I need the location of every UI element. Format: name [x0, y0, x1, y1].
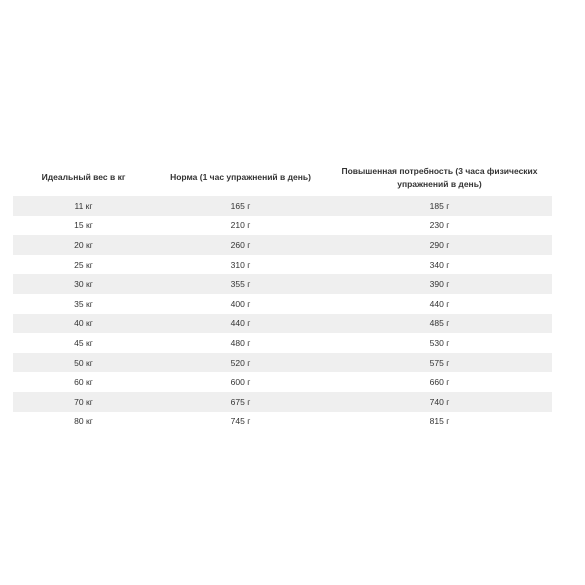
- table-row: [13, 274, 552, 294]
- header-norm: Норма (1 час упражнений в день): [170, 172, 311, 182]
- cell-increased-need: 185 г: [327, 196, 552, 216]
- cell-ideal-weight: 40 кг: [13, 314, 154, 334]
- cell-ideal-weight: 50 кг: [13, 353, 154, 373]
- table-header: [13, 159, 552, 196]
- table-row: [13, 294, 552, 314]
- feeding-table-container: [13, 159, 552, 431]
- header-row: [13, 159, 552, 196]
- cell-increased-need: 660 г: [327, 372, 552, 392]
- table-row: [13, 372, 552, 392]
- cell-ideal-weight: 20 кг: [13, 235, 154, 255]
- table-row: [13, 392, 552, 412]
- table-body: [13, 196, 552, 431]
- cell-norm: 520 г: [154, 353, 327, 373]
- cell-increased-need: 485 г: [327, 314, 552, 334]
- cell-norm: 355 г: [154, 274, 327, 294]
- cell-norm: 745 г: [154, 412, 327, 432]
- header-increased-need: Повышенная потребность (3 часа физических упражнений в день): [341, 165, 538, 189]
- cell-norm: 210 г: [154, 216, 327, 236]
- cell-increased-need: 390 г: [327, 274, 552, 294]
- cell-norm: 400 г: [154, 294, 327, 314]
- cell-norm: 600 г: [154, 372, 327, 392]
- table-row: [13, 216, 552, 236]
- cell-ideal-weight: 25 кг: [13, 255, 154, 275]
- cell-ideal-weight: 11 кг: [13, 196, 154, 216]
- cell-ideal-weight: 30 кг: [13, 274, 154, 294]
- cell-norm: 440 г: [154, 314, 327, 334]
- cell-norm: 165 г: [154, 196, 327, 216]
- feeding-table: [13, 159, 552, 431]
- table-row: [13, 353, 552, 373]
- cell-norm: 675 г: [154, 392, 327, 412]
- cell-norm: 260 г: [154, 235, 327, 255]
- cell-increased-need: 530 г: [327, 333, 552, 353]
- header-ideal-weight: Идеальный вес в кг: [41, 172, 126, 182]
- cell-norm: 480 г: [154, 333, 327, 353]
- cell-increased-need: 575 г: [327, 353, 552, 373]
- table-row: [13, 412, 552, 432]
- cell-ideal-weight: 60 кг: [13, 372, 154, 392]
- cell-norm: 310 г: [154, 255, 327, 275]
- table-row: [13, 333, 552, 353]
- cell-increased-need: 230 г: [327, 216, 552, 236]
- cell-increased-need: 440 г: [327, 294, 552, 314]
- table-row: [13, 255, 552, 275]
- cell-ideal-weight: 70 кг: [13, 392, 154, 412]
- table-row: [13, 235, 552, 255]
- table-row: [13, 196, 552, 216]
- cell-increased-need: 340 г: [327, 255, 552, 275]
- cell-ideal-weight: 15 кг: [13, 216, 154, 236]
- table-row: [13, 314, 552, 334]
- cell-ideal-weight: 35 кг: [13, 294, 154, 314]
- cell-increased-need: 740 г: [327, 392, 552, 412]
- cell-increased-need: 815 г: [327, 412, 552, 432]
- cell-ideal-weight: 45 кг: [13, 333, 154, 353]
- cell-increased-need: 290 г: [327, 235, 552, 255]
- cell-ideal-weight: 80 кг: [13, 412, 154, 432]
